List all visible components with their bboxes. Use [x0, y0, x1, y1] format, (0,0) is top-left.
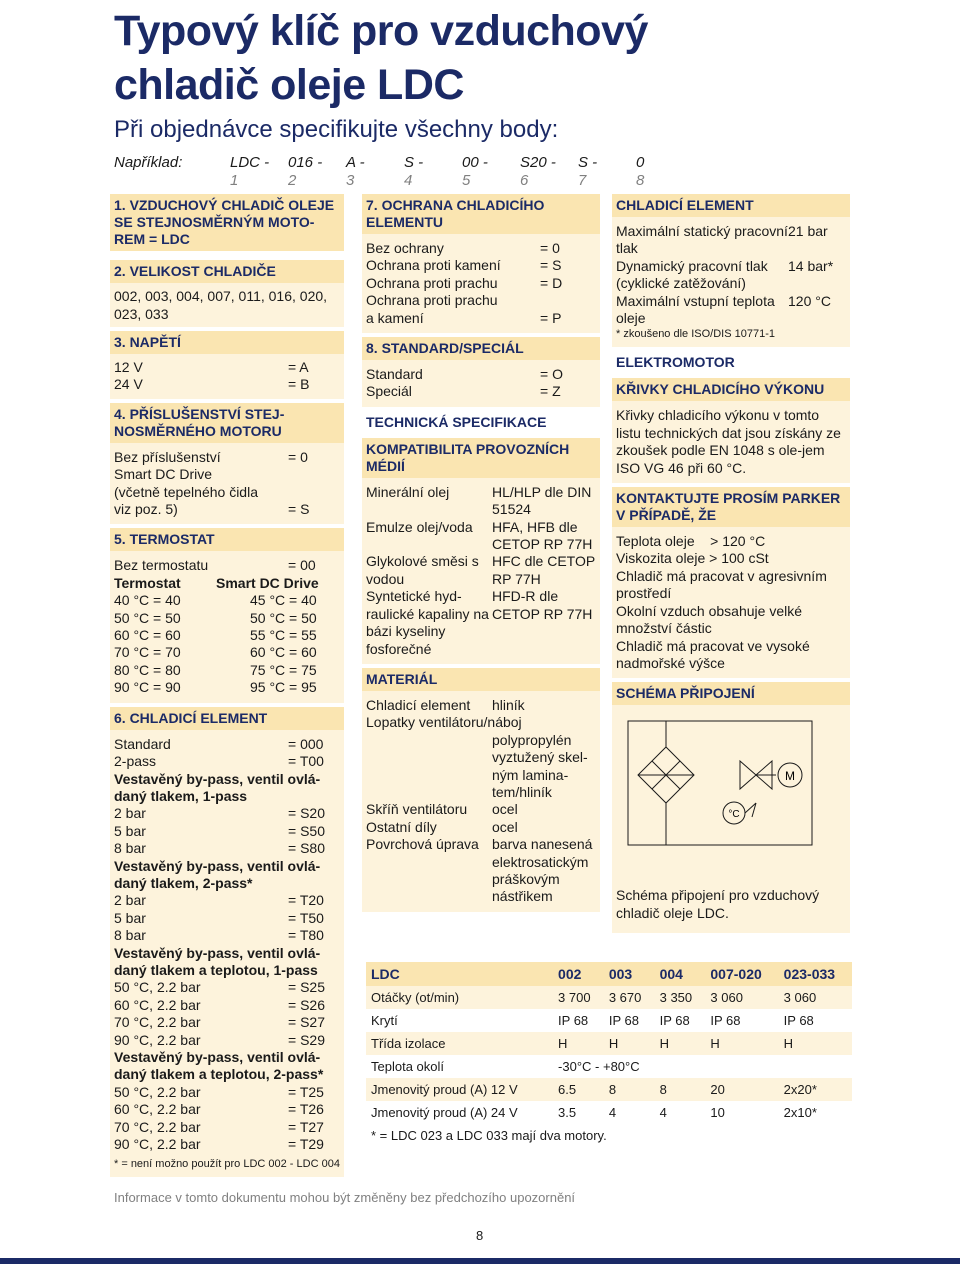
example-code: LDC - — [230, 154, 270, 171]
section-2-heading: 2. VELIKOST CHLADIČE — [110, 260, 344, 283]
table-cell: H — [705, 1032, 778, 1055]
page-title: Typový klíč pro vzduchový chladič oleje LDC — [114, 7, 648, 109]
list-item: Viskozita oleje > 100 cSt — [616, 550, 769, 567]
curves-heading: KŘIVKY CHLADICÍHO VÝKONU — [612, 378, 850, 401]
section-5-heading: 5. TERMOSTAT — [110, 528, 344, 551]
section-3-heading: 3. NAPĚTÍ — [110, 331, 344, 354]
table-cell: 2x20* — [779, 1078, 852, 1101]
list-item: Minerální olej HL/HLP dle DIN 51524 — [366, 483, 592, 518]
table-header-cell: LDC — [366, 962, 553, 986]
cooling-element-heading: CHLADICÍ ELEMENT — [612, 194, 850, 217]
list-item: 60 °C = 60 55 °C = 55 — [114, 627, 317, 644]
example-label: Například: — [114, 154, 183, 171]
voltage-list — [110, 354, 344, 399]
list-item: 90 °C = 90 95 °C = 95 — [114, 679, 317, 696]
table-header-cell: 002 — [553, 962, 604, 986]
table-cell: Třída izolace — [366, 1032, 553, 1055]
motor-spec-table — [366, 962, 852, 1147]
example-num: 3 — [346, 172, 355, 189]
section-7-heading: 7. OCHRANA CHLADICÍHO ELEMENTU — [362, 194, 600, 234]
table-cell: 2x10* — [779, 1101, 852, 1124]
table-row — [366, 1101, 852, 1124]
schema-heading: SCHÉMA PŘIPOJENÍ — [612, 682, 850, 705]
table-cell: IP 68 — [655, 1009, 706, 1032]
size-list: 002, 003, 004, 007, 011, 016, 020, 023, 033 — [110, 283, 344, 327]
table-cell: 3 350 — [655, 986, 706, 1009]
compat-list — [362, 478, 600, 664]
motor-heading: ELEKTROMOTOR — [616, 354, 735, 371]
list-item: Standard = 000 — [114, 735, 324, 752]
example-code: 00 - — [462, 154, 488, 171]
table-cell: H — [553, 1032, 604, 1055]
list-item: Bez termostatu = 00 — [114, 557, 316, 574]
list-item: 5 bar = S50 — [114, 822, 325, 839]
section-1-heading: 1. VZDUCHOVÝ CHLADIČ OLEJE SE STEJNOSMĚRNÝM MOTO-REM = LDC — [110, 194, 344, 251]
list-item: 70 °C, 2.2 bar = T27 — [114, 1118, 324, 1135]
table-footnote: * = LDC 023 a LDC 033 mají dva motory. — [371, 1128, 607, 1143]
compat-heading: KOMPATIBILITA PROVOZNÍCH MÉDIÍ — [362, 438, 600, 478]
list-item: Chladicí element hliník — [366, 696, 525, 713]
connection-diagram — [616, 713, 846, 853]
table-cell: Krytí — [366, 1009, 553, 1032]
table-cell: 4 — [655, 1101, 706, 1124]
table-cell: H — [604, 1032, 655, 1055]
table-cell: IP 68 — [604, 1009, 655, 1032]
list-item: Skříň ventilátoru ocel — [366, 801, 518, 818]
footnote: * zkoušeno dle ISO/DIS 10771-1 — [616, 328, 775, 341]
list-item: 12 V = A — [114, 359, 309, 375]
column-1 — [110, 194, 344, 1177]
example-num: 7 — [578, 172, 587, 189]
page-subtitle: Při objednávce specifikujte všechny body: — [114, 116, 559, 143]
list-item: Ochrana proti kamení = S — [366, 257, 562, 274]
list-item: Dynamický pracovní tlak (cyklické zatěžování)14 bar* — [616, 257, 834, 292]
accessory-list — [110, 443, 344, 525]
list-item: 24 V = B — [114, 376, 310, 393]
list-item: Teplota oleje > 120 °C — [616, 533, 766, 550]
table-row — [366, 1055, 852, 1078]
list-item: 70 °C = 70 60 °C = 60 — [114, 644, 317, 661]
element-spec-list — [612, 217, 850, 347]
list-item: Ochrana proti prachu — [366, 292, 498, 309]
list-item: Maximální vstupní teplota oleje120 °C — [616, 292, 831, 327]
list-item: 50 °C, 2.2 bar = S25 — [114, 979, 325, 996]
table-cell: 4 — [604, 1101, 655, 1124]
list-subheading: Vestavěný by-pass, ventil ovlá-daný tlakem a teplotou, 2-pass* — [114, 1049, 324, 1083]
table-cell: Jmenovitý proud (A) 12 V — [366, 1078, 553, 1101]
section-4-heading: 4. PŘÍSLUŠENSTVÍ STEJ-NOSMĚRNÉHO MOTORU — [110, 403, 344, 443]
table-cell: 3 060 — [779, 986, 852, 1009]
table-row — [366, 986, 852, 1009]
list-item: Speciál = Z — [366, 383, 561, 400]
list-item: 8 bar = S80 — [114, 840, 325, 857]
table-cell: 6.5 — [553, 1078, 604, 1101]
table-cell: 20 — [705, 1078, 778, 1101]
list-item: Ochrana proti prachu = D — [366, 274, 563, 291]
list-item: Okolní vzduch obsahuje velké množství částic — [616, 602, 802, 637]
example-code: S - — [404, 154, 424, 171]
example-num: 5 — [462, 172, 471, 189]
list-item: 60 °C, 2.2 bar = T26 — [114, 1101, 324, 1118]
schema-panel — [612, 705, 850, 933]
standard-list — [362, 360, 600, 407]
thermostat-list — [110, 551, 344, 702]
column-2 — [362, 194, 600, 912]
table-header-cell: 003 — [604, 962, 655, 986]
example-code: S - — [578, 154, 598, 171]
list-item: 2-pass = T00 — [114, 753, 324, 770]
list-item: Bez příslušenství = 0 — [114, 448, 308, 465]
list-header: Termostat Smart DC Drive — [114, 574, 319, 591]
table-cell: 8 — [604, 1078, 655, 1101]
contact-list — [612, 527, 850, 678]
list-item: 40 °C = 40 45 °C = 40 — [114, 592, 317, 609]
list-item: 90 °C, 2.2 bar = S29 — [114, 1031, 325, 1048]
list-subheading: Vestavěný by-pass, ventil ovlá-daný tlakem a teplotou, 1-pass — [114, 944, 321, 978]
motor-label: M — [785, 769, 795, 784]
order-example — [0, 154, 960, 194]
table-row — [366, 1009, 852, 1032]
list-item: 2 bar = S20 — [114, 805, 325, 822]
protection-list — [362, 234, 600, 333]
table-cell: H — [655, 1032, 706, 1055]
table-header-cell: 023-033 — [779, 962, 852, 986]
curves-text: Křivky chladicího výkonu v tomto listu technických dat jsou získány ze zkoušek podle EN 1048 s ole-jem ISO VG 46 při 60 °C. — [612, 401, 850, 483]
example-code: 016 - — [288, 154, 323, 171]
section-6-heading: 6. CHLADICÍ ELEMENT — [110, 707, 344, 730]
list-item: 90 °C, 2.2 bar = T29 — [114, 1136, 324, 1153]
table-cell: IP 68 — [705, 1009, 778, 1032]
list-item: 50 °C = 50 50 °C = 50 — [114, 609, 317, 626]
table-cell: 3 060 — [705, 986, 778, 1009]
list-item: Povrchová úprava barva nanesená elektrosatickým práškovým nástřikem — [366, 836, 593, 905]
table-row — [366, 1032, 852, 1055]
element-list — [110, 730, 344, 1178]
table-cell: IP 68 — [553, 1009, 604, 1032]
list-item: 50 °C, 2.2 bar = T25 — [114, 1083, 324, 1100]
example-num: 2 — [288, 172, 297, 189]
list-item: Ostatní díly ocel — [366, 818, 518, 835]
example-num: 4 — [404, 172, 413, 189]
list-item: Smart DC Drive — [114, 466, 213, 483]
page-number: 8 — [476, 1228, 484, 1243]
table-cell: 8 — [655, 1078, 706, 1101]
list-item: 60 °C, 2.2 bar = S26 — [114, 996, 325, 1013]
thermostat-label: °C — [728, 809, 740, 821]
table-cell: 10 — [705, 1101, 778, 1124]
example-num: 8 — [636, 172, 645, 189]
list-item: polypropylén vyztužený skel-ným lamina-tem/hliník — [492, 731, 588, 800]
disclaimer: Informace v tomto dokumentu mohou být změněny bez předchozího upozornění — [114, 1190, 576, 1205]
list-item: Lopatky ventilátoru/náboj — [366, 714, 522, 731]
list-item: 70 °C, 2.2 bar = S27 — [114, 1014, 325, 1031]
list-item: 80 °C = 80 75 °C = 75 — [114, 661, 317, 678]
material-list — [362, 691, 600, 912]
list-item: Chladič má pracovat ve vysoké nadmořské výšce — [616, 637, 810, 671]
section-8-heading: 8. STANDARD/SPECIÁL — [362, 337, 600, 360]
schema-caption: Schéma připojení pro vzduchový chladič oleje LDC. — [616, 887, 820, 921]
list-subheading: Vestavěný by-pass, ventil ovlá-daný tlakem, 1-pass — [114, 770, 321, 804]
list-item: a kamení = P — [366, 309, 562, 326]
list-item: Syntetické hyd-raulické kapaliny na bázi kyseliny fosforečnéHFD-R dle CETOP RP 77H — [366, 588, 593, 657]
list-item: Emulze olej/voda HFA, HFB dle CETOP RP 77H — [366, 518, 593, 553]
table-cell: 3 670 — [604, 986, 655, 1009]
list-subheading: Vestavěný by-pass, ventil ovlá-daný tlakem, 2-pass* — [114, 857, 321, 891]
example-num: 6 — [520, 172, 529, 189]
table-cell: Jmenovitý proud (A) 24 V — [366, 1101, 553, 1124]
example-code: A - — [346, 154, 365, 171]
list-item: Standard = O — [366, 366, 563, 383]
list-item: 8 bar = T80 — [114, 927, 324, 944]
table-header-cell: 007-020 — [705, 962, 778, 986]
column-3 — [612, 194, 850, 933]
footnote: * = není možno použít pro LDC 002 - LDC 004 — [114, 1158, 340, 1171]
table-cell: Teplota okolí — [366, 1055, 553, 1078]
list-item: Maximální statický pracovní tlak21 bar — [616, 223, 828, 257]
list-item: viz poz. 5) = S — [114, 501, 310, 518]
table-cell: H — [779, 1032, 852, 1055]
list-item: Chladič má pracovat v agresivním prostředí — [616, 567, 827, 602]
list-item: 5 bar = T50 — [114, 909, 324, 926]
list-item: 2 bar = T20 — [114, 892, 324, 909]
contact-heading: KONTAKTUJTE PROSÍM PARKER V PŘÍPADĚ, ŽE — [612, 487, 850, 527]
fan-symbol — [740, 761, 756, 789]
table-header-cell: 004 — [655, 962, 706, 986]
table-header — [366, 962, 852, 986]
list-item: Bez ochrany = 0 — [366, 240, 560, 256]
table-cell: 3.5 — [553, 1101, 604, 1124]
table-cell: IP 68 — [779, 1009, 852, 1032]
table-cell: 3 700 — [553, 986, 604, 1009]
table-cell: Otáčky (ot/min) — [366, 986, 553, 1009]
example-num: 1 — [230, 172, 239, 189]
material-heading: MATERIÁL — [362, 668, 600, 691]
table-cell: -30°C - +80°C — [553, 1055, 852, 1078]
example-code: 0 — [636, 154, 645, 171]
tech-spec-heading: TECHNICKÁ SPECIFIKACE — [366, 413, 547, 430]
bottom-bar — [0, 1258, 960, 1264]
example-code: S20 - — [520, 154, 556, 171]
list-item: Glykolové směsi s vodouHFC dle CETOP RP 77H — [366, 553, 595, 587]
list-item: (včetně tepelného čidla — [114, 483, 258, 500]
table-row — [366, 1078, 852, 1101]
